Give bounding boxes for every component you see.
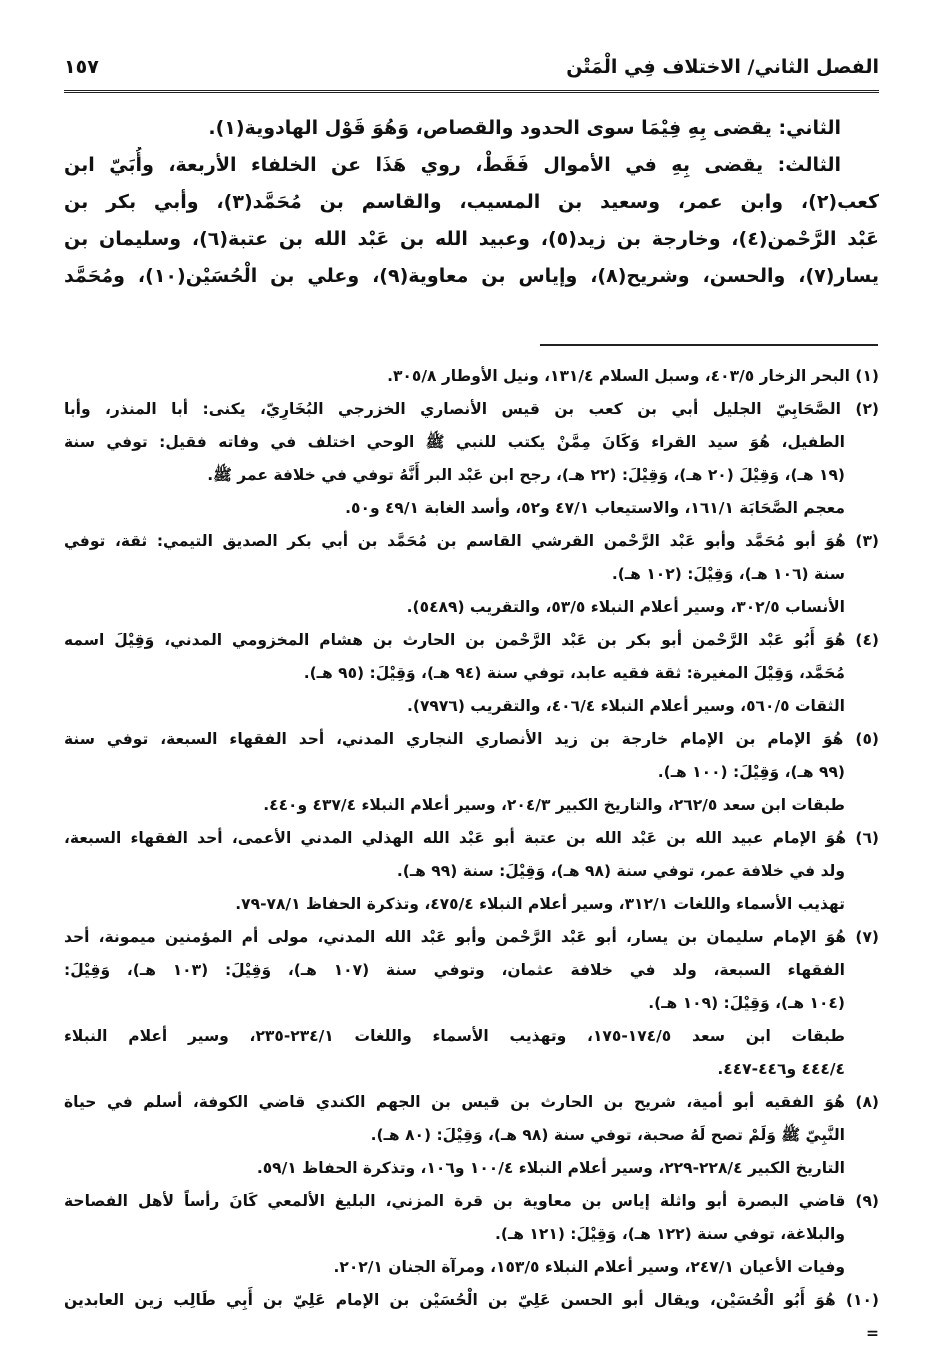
- footnote-6: [64, 822, 879, 921]
- footnote-9: [64, 1185, 879, 1284]
- footnote-line: (٢) الصَّحَابِيّ الجليل أبي بن كعب بن قيس الأنصاري الخزرجي البُخَارِيّ، يكنى: أبا المنذر، وأبا: [64, 400, 879, 418]
- main-text-line: الثاني: يقضى بِهِ فِيْمَا سوى الحدود والقصاص، وَهُوَ قَوْل الهادوية(١).: [208, 117, 841, 139]
- footnote-line: والبلاغة، توفي سنة (١٢٢ هـ)، وَقِيْلَ: (١٢١ هـ).: [495, 1225, 845, 1243]
- footnote-4: [64, 624, 879, 723]
- footnote-3: [64, 525, 879, 624]
- footnote-separator: [540, 344, 878, 346]
- footnote-line: الثقات ٥٦٠/٥، وسير أعلام النبلاء ٤٠٦/٤، والتقريب (٧٩٧٦).: [406, 697, 845, 715]
- footnote-line: معجم الصَّحَابَة ١٦١/١، والاستيعاب ٤٧/١ و٥٢، وأسد الغابة ٤٩/١ و٥٠.: [345, 499, 845, 517]
- footnote-line: تهذيب الأسماء واللغات ٣١٢/١، وسير أعلام النبلاء ٤٧٥/٤، وتذكرة الحفاظ ٧٨/١-٧٩.: [235, 895, 845, 913]
- footnote-8: [64, 1086, 879, 1185]
- footnote-line: التاريخ الكبير ٢٢٨/٤-٢٢٩، وسير أعلام النبلاء ١٠٠/٤ و١٠٦، وتذكرة الحفاظ ٥٩/١.: [256, 1159, 845, 1177]
- main-text-line: الثالث: يقضى بِهِ في الأموال فَقَطْ، روي هَذَا عن الخلفاء الأربعة، وأُبَيّ ابن: [64, 154, 841, 176]
- footnote-2: [64, 393, 879, 525]
- footnote-line: الفقهاء السبعة، ولد في خلافة عثمان، وتوفي سنة (١٠٧ هـ)، وَقِيْلَ: (١٠٣ هـ)، وَقِيْلَ:: [64, 961, 845, 979]
- footnotes: [64, 360, 879, 1350]
- footnote-line: (٧) هُوَ الإمام سليمان بن يسار، أبو عَبْد الرَّحْمن وأبو عَبْد الله المدني، مولى أم المؤمنين ميمونة، أحد: [64, 928, 879, 946]
- footnote-7: [64, 921, 879, 1086]
- footnote-line: (٩٩ هـ)، وَقِيْلَ: (١٠٠ هـ).: [657, 763, 845, 781]
- footnote-line: وفيات الأعيان ٢٤٧/١، وسير أعلام النبلاء ١٥٣/٥، ومرآة الجنان ٢٠٢/١.: [333, 1258, 845, 1276]
- footnote-line: (١) البحر الزخار ٤٠٣/٥، وسبل السلام ١٣١/٤، ونيل الأوطار ٣٠٥/٨.: [387, 367, 879, 385]
- footnote-line: (٩) قاضي البصرة أبو واثلة إياس بن معاوية بن قرة المزني، البليغ الألمعي كَانَ رأساً لأهل الفصاحة: [64, 1192, 879, 1210]
- footnote-line: (١٠) هُوَ أَبُو الْحُسَيْن، ويقال أبو الحسن عَلِيّ بن الْحُسَيْن بن الإمام عَلِيّ بن أَبِي طَالِب زين العابدين: [64, 1291, 879, 1309]
- footnote-line: (١٠٤ هـ)، وَقِيْلَ: (١٠٩ هـ).: [648, 994, 845, 1012]
- footnote-line: النَّبِيّ ﷺ وَلَمْ تصح لَهُ صحبة، توفي سنة (٩٨ هـ)، وَقِيْلَ: (٨٠ هـ).: [370, 1126, 845, 1144]
- footnote-line: طبقات ابن سعد ١٧٤/٥-١٧٥، وتهذيب الأسماء واللغات ٢٣٤/١-٢٣٥، وسير أعلام النبلاء: [64, 1027, 845, 1045]
- footnote-line: =: [866, 1324, 879, 1342]
- footnote-line: (٤) هُوَ أَبُو عَبْد الرَّحْمن أبو بكر بن عَبْد الرَّحْمن بن الحارث بن هشام المخزومي المدني، وَقِيْلَ اسمه: [64, 631, 879, 649]
- footnote-line: (٨) هُوَ الفقيه أبو أمية، شريح بن الحارث بن قيس بن الجهم الكندي قاضي الكوفة، أسلم في حياة: [64, 1093, 879, 1111]
- footnote-line: الأنساب ٣٠٢/٥، وسير أعلام النبلاء ٥٣/٥، والتقريب (٥٤٨٩).: [406, 598, 845, 616]
- footnote-line: ولد في خلافة عمر، توفي سنة (٩٨ هـ)، وَقِيْلَ: سنة (٩٩ هـ).: [396, 862, 845, 880]
- footnote-line: (١٩ هـ)، وَقِيْلَ (٢٠ هـ)، وَقِيْلَ: (٢٢ هـ)، رجح ابن عَبْد البر أَنَّهُ توفي في خلافة عمر ﷺ.: [207, 466, 845, 484]
- footnote-line: سنة (١٠٦ هـ)، وَقِيْلَ: (١٠٢ هـ).: [611, 565, 845, 583]
- page-number: ١٥٧: [64, 56, 99, 78]
- footnote-line: الطفيل، هُوَ سيد القراء وَكَانَ مِمَّنْ يكتب للنبي ﷺ الوحي اختلف في وفاته فقيل: توفي سنة: [64, 433, 845, 451]
- footnote-line: (٥) هُوَ الإمام بن الإمام خارجة بن زيد الأنصاري النجاري المدني، أحد الفقهاء السبعة، توفي سنة: [64, 730, 879, 748]
- footnote-line: طبقات ابن سعد ٢٦٢/٥، والتاريخ الكبير ٢٠٤/٣، وسير أعلام النبلاء ٤٣٧/٤ و٤٤٠.: [263, 796, 845, 814]
- footnote-line: مُحَمَّد، وَقِيْلَ المغيرة: ثقة فقيه عابد، توفي سنة (٩٤ هـ)، وَقِيْلَ: (٩٥ هـ).: [303, 664, 845, 682]
- footnote-line: ٤٤٤/٤ و٤٤٦-٤٤٧.: [717, 1060, 845, 1078]
- running-header: [64, 56, 879, 93]
- footnote-1: [64, 360, 879, 393]
- main-text-line: كعب(٢)، وابن عمر، وسعيد بن المسيب، والقاسم بن مُحَمَّد(٣)، وأبي بكر بن: [64, 191, 879, 213]
- footnote-line: (٦) هُوَ الإمام عبيد الله بن عَبْد الله بن عتبة أبو عَبْد الله الهذلي المدني الأعمى، أحد الفقهاء السبعة،: [64, 829, 879, 847]
- main-text-line: يسار(٧)، والحسن، وشريح(٨)، وإياس بن معاوية(٩)، وعلي بن الْحُسَيْن(١٠)، ومُحَمَّد: [64, 265, 879, 287]
- footnote-line: (٣) هُوَ أبو مُحَمَّد وأبو عَبْد الرَّحْمن القرشي القاسم بن مُحَمَّد بن أبي بكر الصديق التيمي: ثقة، توفي: [64, 532, 879, 550]
- chapter-title: الفصل الثاني/ الاختلاف فِي الْمَتْن: [566, 56, 879, 78]
- main-text-line: عَبْد الرَّحْمن(٤)، وخارجة بن زيد(٥)، وعبيد الله بن عَبْد الله بن عتبة(٦)، وسليمان بن: [64, 228, 879, 250]
- main-text: [64, 110, 879, 295]
- footnote-10: [64, 1284, 879, 1350]
- footnote-5: [64, 723, 879, 822]
